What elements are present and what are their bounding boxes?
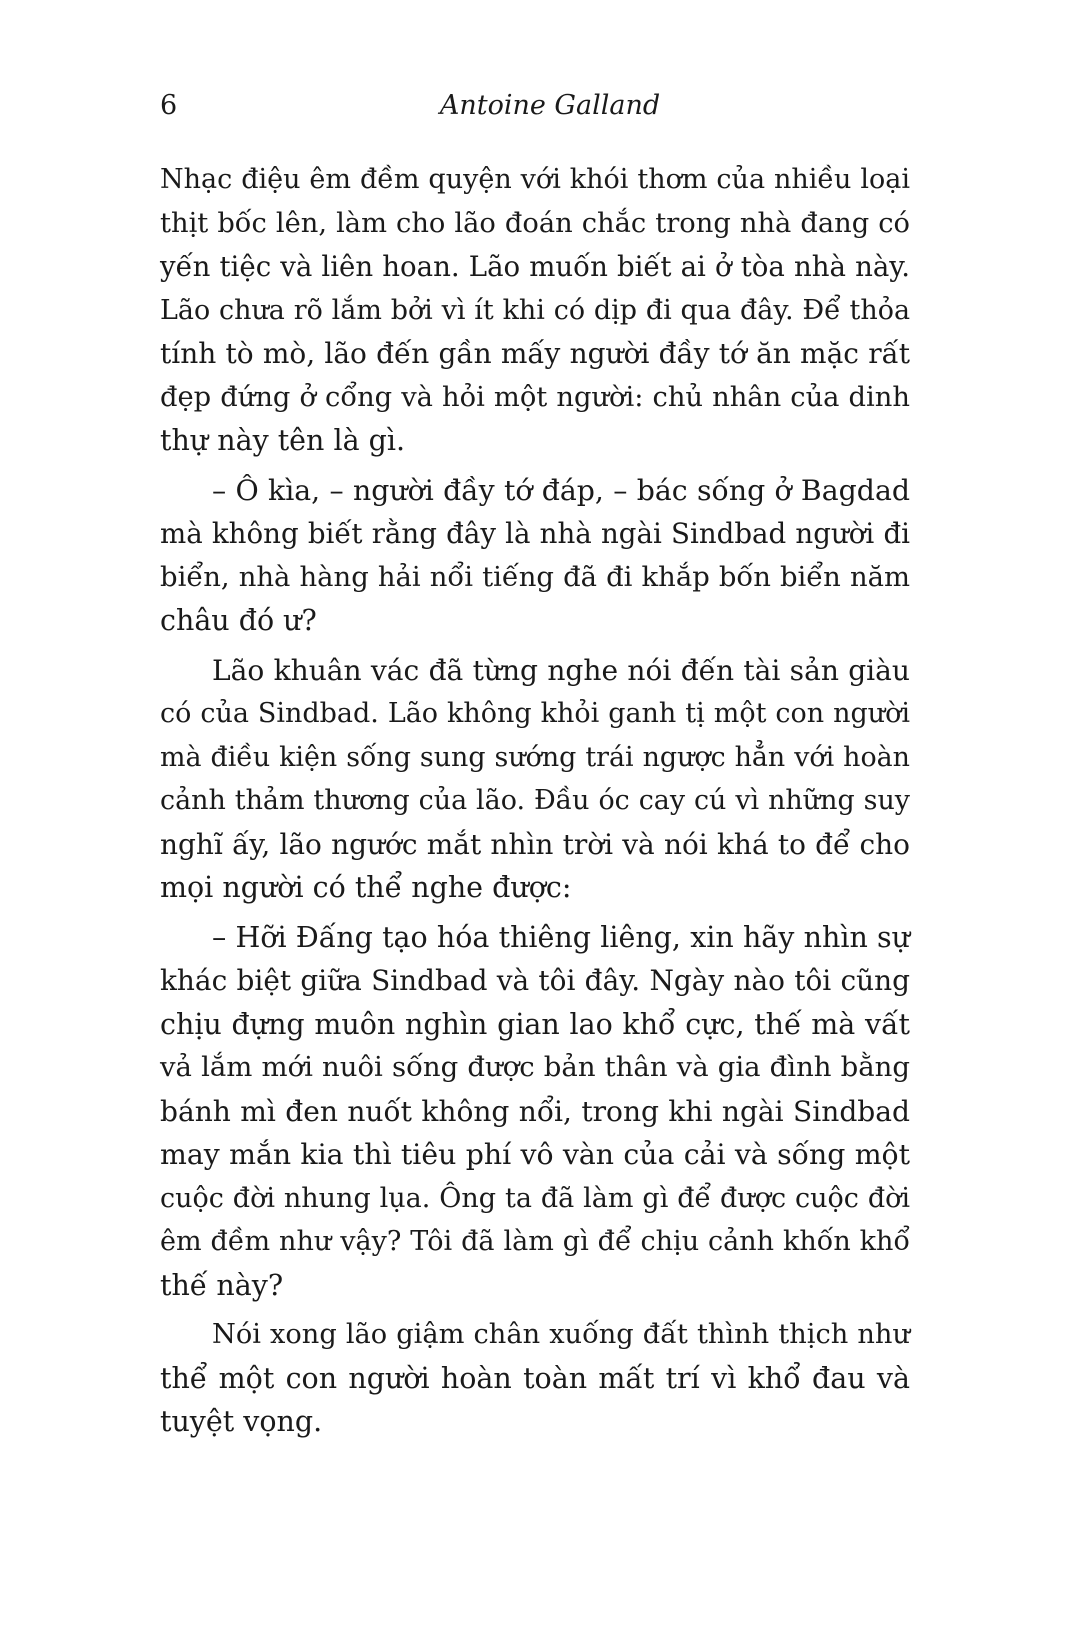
text-line: cảnh thảm thương của lão. Đầu óc cay cú vì những suy xyxy=(160,785,910,816)
text-line: cuộc đời nhung lụa. Ông ta đã làm gì để được cuộc đời xyxy=(160,1182,910,1214)
text-line: mà điều kiện sống sung sướng trái ngược hẳn với hoàn xyxy=(160,741,910,773)
text-line: thịt bốc lên, làm cho lão đoán chắc trong nhà đang có xyxy=(160,207,910,239)
text-line: tính tò mò, lão đến gần mấy người đầy tớ ăn mặc rất xyxy=(160,337,910,370)
text-line: Lão chưa rõ lắm bởi vì ít khi có dịp đi qua đây. Để thỏa xyxy=(160,294,910,326)
text-line: êm đềm như vậy? Tôi đã làm gì để chịu cảnh khốn khổ xyxy=(160,1226,910,1257)
text-line: – Ô kìa, – người đầy tớ đáp, – bác sống ở Bagdad xyxy=(212,473,910,507)
paragraph xyxy=(160,469,910,643)
text-line: châu đó ư? xyxy=(160,604,317,637)
text-line: thể một con người hoàn toàn mất trí vì khổ đau và xyxy=(160,1361,910,1395)
running-head xyxy=(160,84,910,128)
text-line: may mắn kia thì tiêu phí vô vàn của cải và sống một xyxy=(160,1138,910,1171)
text-line: mọi người có thể nghe được: xyxy=(160,871,572,904)
text-line: chịu đựng muôn nghìn gian lao khổ cực, thế mà vất xyxy=(160,1007,910,1041)
text-line: đẹp đứng ở cổng và hỏi một người: chủ nhân của dinh xyxy=(160,381,910,413)
text-line: nghĩ ấy, lão ngước mắt nhìn trời và nói khá to để cho xyxy=(160,827,910,861)
text-line: mà không biết rằng đây là nhà ngài Sindbad người đi xyxy=(160,517,910,550)
text-line: có của Sindbad. Lão không khỏi ganh tị một con người xyxy=(160,698,910,729)
text-line: Lão khuân vác đã từng nghe nói đến tài sản giàu xyxy=(212,653,910,687)
text-line: Nhạc điệu êm đềm quyện với khói thơm của nhiều loại xyxy=(160,164,910,195)
page-number: 6 xyxy=(160,90,178,121)
text-line: thự này tên là gì. xyxy=(160,424,406,457)
text-line: thế này? xyxy=(160,1268,284,1302)
paragraph xyxy=(160,649,910,910)
text-line: yến tiệc và liên hoan. Lão muốn biết ai ở tòa nhà này. xyxy=(160,250,910,283)
text-line: Nói xong lão giậm chân xuống đất thình thịch như xyxy=(212,1319,910,1350)
text-line: khác biệt giữa Sindbad và tôi đây. Ngày nào tôi cũng xyxy=(160,964,910,997)
text-line: – Hỡi Đấng tạo hóa thiêng liêng, xin hãy nhìn sự xyxy=(212,920,910,954)
text-line: tuyệt vọng. xyxy=(160,1405,323,1438)
text-line: bánh mì đen nuốt không nổi, trong khi ngài Sindbad xyxy=(160,1094,910,1128)
running-title: Antoine Galland xyxy=(439,90,661,121)
text-line: biển, nhà hàng hải nổi tiếng đã đi khắp bốn biển năm xyxy=(160,561,910,593)
paragraph xyxy=(160,916,910,1308)
paragraph xyxy=(160,158,910,463)
text-line: vả lắm mới nuôi sống được bản thân và gia đình bằng xyxy=(160,1051,910,1083)
paragraph xyxy=(160,1313,910,1444)
body-text xyxy=(160,158,910,1450)
